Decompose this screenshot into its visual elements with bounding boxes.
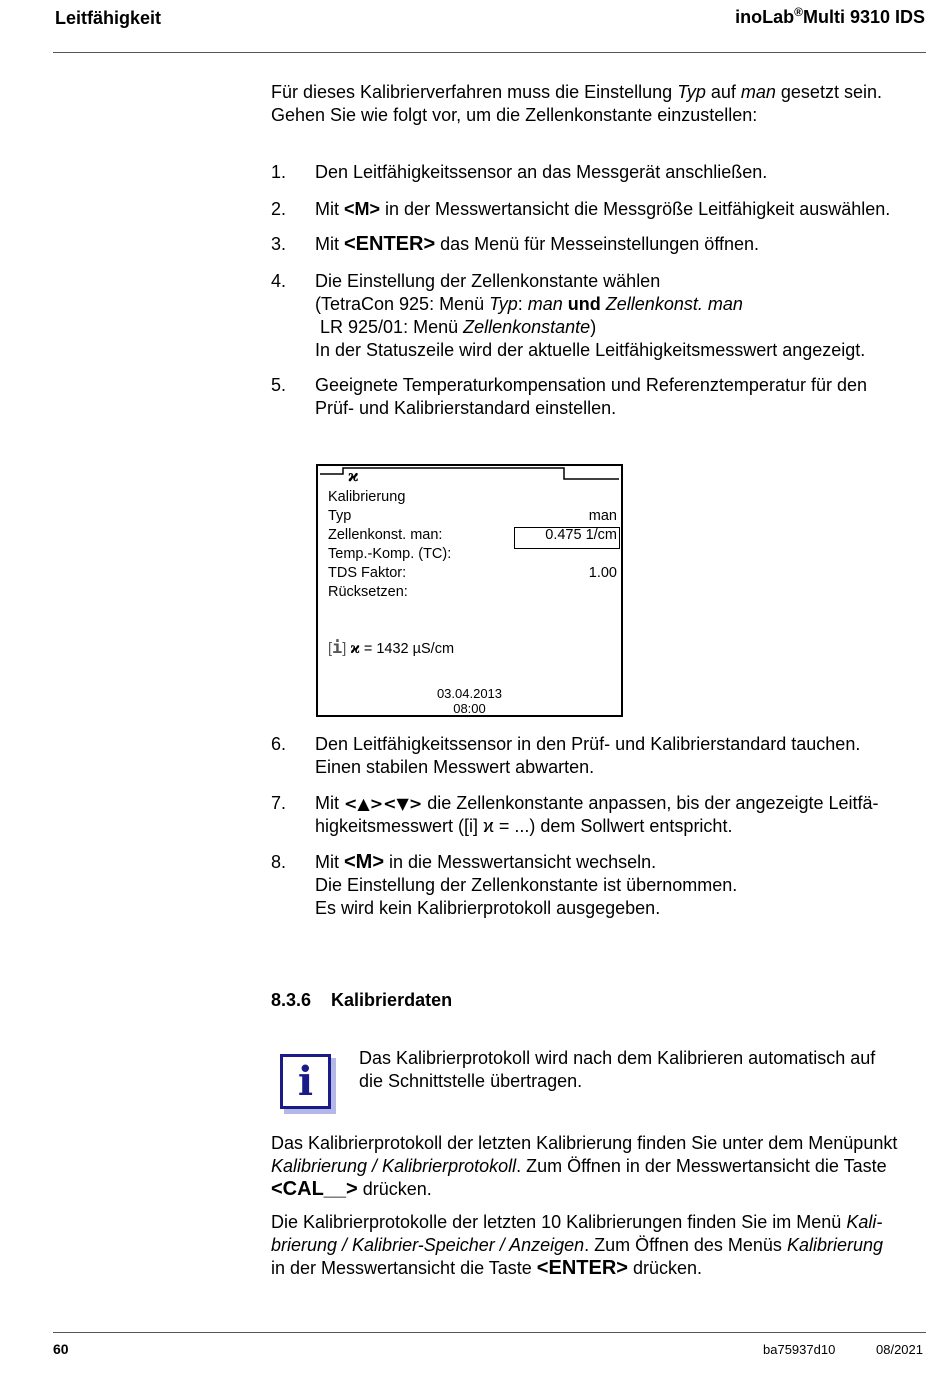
intro-line-2: Gehen Sie wie folgt vor, um die Zellenkonstante einzustellen: xyxy=(271,105,758,125)
step-text: Mit xyxy=(315,234,344,254)
display-status-line xyxy=(328,639,454,659)
intro-man: man xyxy=(740,82,776,102)
device-display xyxy=(316,464,623,717)
menu-path: Kali- xyxy=(846,1212,883,1232)
key-arrows: <▲><▼> xyxy=(344,794,423,813)
display-row-label: Temp.-Komp. (TC): xyxy=(328,546,452,562)
step-text: ) xyxy=(590,317,597,337)
info-icon-letter: i xyxy=(297,1058,314,1105)
step-number: 3. xyxy=(271,234,287,254)
document-id: ba75937d10 xyxy=(763,1342,836,1357)
step-8-line xyxy=(315,851,737,874)
step-number: 6. xyxy=(271,734,287,754)
key-cal: <CAL__> xyxy=(271,1178,358,1200)
display-row-label: Typ xyxy=(328,508,352,524)
header-section-title: Leitfähigkeit xyxy=(55,8,162,28)
calibration-protocol-paragraph xyxy=(271,1132,897,1201)
info-i-symbol: i xyxy=(332,638,343,658)
paragraph-text: drücken. xyxy=(357,1179,432,1199)
display-title: Kalibrierung xyxy=(328,489,406,505)
step-1-text: Den Leitfähigkeitssensor an das Messgerät anschließen. xyxy=(315,162,768,182)
display-row-value: man xyxy=(588,508,617,524)
display-time: 08:00 xyxy=(453,701,486,716)
step-number: 7. xyxy=(271,793,287,813)
paragraph-text: . Zum Öffnen in der Messwertansicht die Taste xyxy=(516,1156,887,1176)
section-number: 8.3.6 xyxy=(271,990,312,1010)
step-number: 2. xyxy=(271,199,287,219)
step-text: Typ xyxy=(489,294,518,314)
paragraph-text: in der Messwertansicht die Taste xyxy=(271,1258,537,1278)
step-7-text xyxy=(315,792,879,838)
display-tab-frame xyxy=(318,466,621,480)
step-8-text xyxy=(315,851,737,920)
step-4-line: Die Einstellung der Zellenkonstante wählen xyxy=(315,271,661,291)
info-note-line: die Schnittstelle übertragen. xyxy=(359,1071,583,1091)
intro-paragraph xyxy=(271,81,882,127)
step-text: und xyxy=(562,294,606,314)
display-row-label: Rücksetzen: xyxy=(328,584,408,600)
step-text: : xyxy=(517,294,528,314)
display-tab-symbol: ϰ xyxy=(348,466,359,485)
paragraph-line xyxy=(271,1234,883,1257)
registered-mark: ® xyxy=(794,5,803,19)
page-number: 60 xyxy=(53,1341,69,1357)
step-text: Mit xyxy=(315,852,344,872)
menu-path: Kalibrierung / Kalibrierprotokoll xyxy=(271,1156,517,1176)
step-6-line: Den Leitfähigkeitssensor in den Prüf- und Kalibrierstandard tauchen. xyxy=(315,734,861,754)
key-enter: <ENTER> xyxy=(536,1257,628,1279)
step-5-line: Prüf- und Kalibrierstandard einstellen. xyxy=(315,398,617,418)
header-rule xyxy=(53,52,926,53)
paragraph-text: Die Kalibrierprotokolle der letzten 10 Kalibrierungen finden Sie im Menü xyxy=(271,1212,847,1232)
footer-rule xyxy=(53,1332,926,1333)
section-heading xyxy=(271,990,452,1011)
info-note-text xyxy=(359,1047,875,1093)
display-datetime xyxy=(318,686,621,716)
display-row-label: TDS Faktor: xyxy=(328,565,407,581)
display-row-value: 0.475 1/cm xyxy=(545,527,617,543)
step-7-line: higkeitsmesswert ([i] ϰ = ...) dem Sollwert entspricht. xyxy=(315,816,733,836)
step-text: das Menü für Messeinstellungen öffnen. xyxy=(435,234,760,254)
step-number: 5. xyxy=(271,375,287,395)
section-title: Kalibrierdaten xyxy=(331,990,453,1010)
paragraph-text: drücken. xyxy=(627,1258,702,1278)
step-text: Mit xyxy=(315,793,344,813)
document-date: 08/2021 xyxy=(876,1342,923,1357)
paragraph-line xyxy=(271,1178,897,1201)
step-text: Zellenkonstante xyxy=(463,317,591,337)
display-row-value: 1.00 xyxy=(588,565,617,581)
paragraph-line xyxy=(271,1155,897,1178)
step-3-text xyxy=(315,233,759,256)
info-icon-frame xyxy=(280,1054,331,1109)
step-6-line: Einen stabilen Messwert abwarten. xyxy=(315,757,595,777)
step-2-text xyxy=(315,198,890,221)
step-4-line: In der Statuszeile wird der aktuelle Leitfähigkeitsmesswert angezeigt. xyxy=(315,340,866,360)
step-number: 1. xyxy=(271,162,287,182)
step-number: 4. xyxy=(271,271,287,291)
step-5-line: Geeignete Temperaturkompensation und Referenztemperatur für den xyxy=(315,375,867,395)
intro-text: Für dieses Kalibrierverfahren muss die Einstellung xyxy=(271,82,678,102)
key-m: <M> xyxy=(344,851,385,873)
key-enter: <ENTER> xyxy=(344,233,436,255)
paragraph-line xyxy=(271,1257,883,1280)
menu-path: brierung / Kalibrier-Speicher / Anzeigen xyxy=(271,1235,585,1255)
step-text: Zellenkonst. man xyxy=(605,294,743,314)
step-4-text xyxy=(315,270,865,362)
intro-text: gesetzt sein. xyxy=(775,82,882,102)
step-text: in der Messwertansicht die Messgröße Leitfähigkeit auswählen. xyxy=(380,199,891,219)
step-5-text xyxy=(315,374,867,420)
step-text: LR 925/01: Menü xyxy=(315,317,464,337)
step-6-text xyxy=(315,733,860,779)
step-text: in die Messwertansicht wechseln. xyxy=(384,852,657,872)
key-m: <M> xyxy=(344,199,381,219)
intro-text: auf xyxy=(705,82,741,102)
menu-path: Kalibrierung xyxy=(786,1235,883,1255)
intro-line-1 xyxy=(271,81,882,104)
step-text: die Zellenkonstante anpassen, bis der angezeigte Leitfä- xyxy=(422,793,879,813)
info-note-line: Das Kalibrierprotokoll wird nach dem Kalibrieren automatisch auf xyxy=(359,1048,876,1068)
status-value: = 1432 µS/cm xyxy=(359,641,455,657)
step-text: Mit xyxy=(315,199,344,219)
step-8-line: Die Einstellung der Zellenkonstante ist übernommen. xyxy=(315,875,738,895)
intro-typ: Typ xyxy=(677,82,706,102)
step-4-line xyxy=(315,293,865,316)
display-date: 03.04.2013 xyxy=(436,686,503,701)
step-text: man xyxy=(527,294,563,314)
header-product-suffix: Multi 9310 IDS xyxy=(802,7,925,27)
step-8-line: Es wird kein Kalibrierprotokoll ausgegeben. xyxy=(315,898,661,918)
status-bracket: ] xyxy=(342,641,347,657)
step-4-line xyxy=(315,316,865,339)
calibration-memory-paragraph xyxy=(271,1211,883,1280)
paragraph-line xyxy=(271,1211,883,1234)
info-icon xyxy=(280,1054,336,1114)
conductivity-symbol: ϰ xyxy=(350,640,360,657)
step-number: 8. xyxy=(271,852,287,872)
display-row-label: Zellenkonst. man: xyxy=(328,527,443,543)
status-bracket: [ xyxy=(328,641,333,657)
paragraph-line: Das Kalibrierprotokoll der letzten Kalibrierung finden Sie unter dem Menüpunkt xyxy=(271,1133,898,1153)
header-product xyxy=(735,5,925,28)
paragraph-text: . Zum Öffnen des Menüs xyxy=(584,1235,787,1255)
header-product-prefix: inoLab xyxy=(735,7,795,27)
step-7-line xyxy=(315,792,879,815)
step-text: (TetraCon 925: Menü xyxy=(315,294,490,314)
